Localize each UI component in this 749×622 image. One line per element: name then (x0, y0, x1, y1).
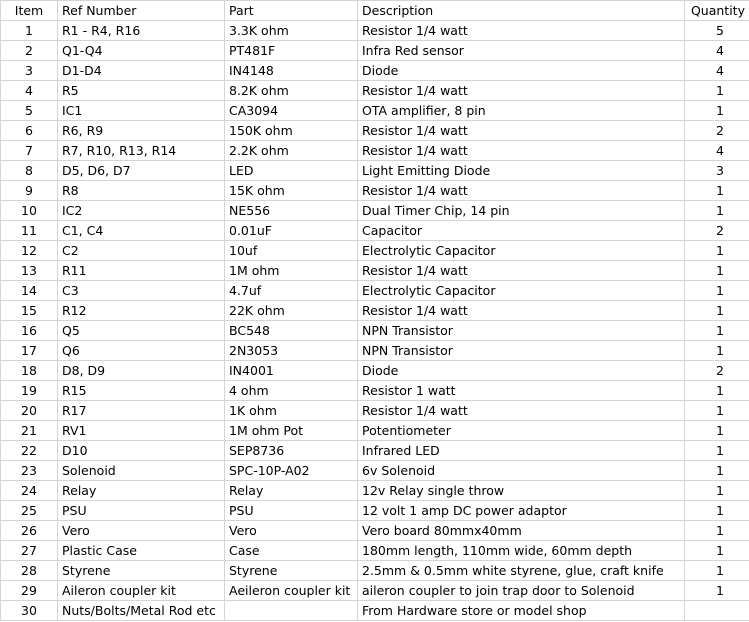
cell-item: 29 (1, 581, 58, 601)
cell-ref-number: RV1 (58, 421, 225, 441)
cell-item: 12 (1, 241, 58, 261)
cell-part: IN4148 (225, 61, 358, 81)
cell-part: 1M ohm (225, 261, 358, 281)
cell-quantity: 1 (685, 381, 749, 401)
cell-description: NPN Transistor (358, 321, 685, 341)
cell-part: Styrene (225, 561, 358, 581)
cell-quantity: 1 (685, 261, 749, 281)
cell-quantity: 1 (685, 341, 749, 361)
cell-quantity: 4 (685, 41, 749, 61)
cell-quantity: 1 (685, 581, 749, 601)
cell-quantity: 5 (685, 21, 749, 41)
header-part: Part (225, 1, 358, 21)
cell-part: Case (225, 541, 358, 561)
cell-ref-number: R17 (58, 401, 225, 421)
table-row (1, 381, 749, 401)
cell-quantity: 1 (685, 101, 749, 121)
cell-description: aileron coupler to join trap door to Solenoid (358, 581, 685, 601)
cell-ref-number: Q6 (58, 341, 225, 361)
cell-part: LED (225, 161, 358, 181)
cell-quantity: 1 (685, 501, 749, 521)
cell-item: 28 (1, 561, 58, 581)
table-row (1, 541, 749, 561)
table-row (1, 441, 749, 461)
cell-description: Electrolytic Capacitor (358, 281, 685, 301)
cell-description: Diode (358, 61, 685, 81)
cell-item: 25 (1, 501, 58, 521)
cell-item: 18 (1, 361, 58, 381)
cell-ref-number: D10 (58, 441, 225, 461)
cell-quantity: 1 (685, 401, 749, 421)
cell-item: 8 (1, 161, 58, 181)
cell-ref-number: C1, C4 (58, 221, 225, 241)
cell-description: NPN Transistor (358, 341, 685, 361)
table-row (1, 321, 749, 341)
cell-description: 12v Relay single throw (358, 481, 685, 501)
cell-ref-number: C2 (58, 241, 225, 261)
cell-description: Resistor 1/4 watt (358, 21, 685, 41)
cell-item: 26 (1, 521, 58, 541)
table-row (1, 121, 749, 141)
cell-quantity: 1 (685, 281, 749, 301)
cell-item: 17 (1, 341, 58, 361)
cell-part: Vero (225, 521, 358, 541)
cell-item: 9 (1, 181, 58, 201)
cell-ref-number: Aileron coupler kit (58, 581, 225, 601)
cell-part: 3.3K ohm (225, 21, 358, 41)
cell-description: 180mm length, 110mm wide, 60mm depth (358, 541, 685, 561)
cell-ref-number: R1 - R4, R16 (58, 21, 225, 41)
cell-quantity: 1 (685, 421, 749, 441)
cell-item: 22 (1, 441, 58, 461)
cell-ref-number: Styrene (58, 561, 225, 581)
cell-ref-number: Q5 (58, 321, 225, 341)
table-row (1, 21, 749, 41)
cell-item: 15 (1, 301, 58, 321)
cell-quantity: 1 (685, 441, 749, 461)
cell-ref-number: R5 (58, 81, 225, 101)
cell-description: Resistor 1/4 watt (358, 181, 685, 201)
cell-item: 3 (1, 61, 58, 81)
cell-item: 11 (1, 221, 58, 241)
cell-description: Resistor 1/4 watt (358, 301, 685, 321)
cell-description: Dual Timer Chip, 14 pin (358, 201, 685, 221)
cell-quantity: 1 (685, 481, 749, 501)
cell-quantity: 1 (685, 321, 749, 341)
cell-ref-number: R12 (58, 301, 225, 321)
cell-item: 6 (1, 121, 58, 141)
table-row (1, 141, 749, 161)
table-row (1, 481, 749, 501)
table-row (1, 81, 749, 101)
cell-quantity (685, 601, 749, 621)
cell-part: 4 ohm (225, 381, 358, 401)
table-row (1, 181, 749, 201)
cell-ref-number: Plastic Case (58, 541, 225, 561)
cell-item: 20 (1, 401, 58, 421)
header-description: Description (358, 1, 685, 21)
cell-quantity: 4 (685, 141, 749, 161)
cell-ref-number: R11 (58, 261, 225, 281)
table-row (1, 581, 749, 601)
cell-item: 30 (1, 601, 58, 621)
cell-description: Potentiometer (358, 421, 685, 441)
cell-description: Electrolytic Capacitor (358, 241, 685, 261)
header-row (1, 1, 749, 21)
cell-part: 2.2K ohm (225, 141, 358, 161)
header-ref-number: Ref Number (58, 1, 225, 21)
cell-description: OTA amplifier, 8 pin (358, 101, 685, 121)
cell-description: 6v Solenoid (358, 461, 685, 481)
cell-item: 5 (1, 101, 58, 121)
cell-quantity: 3 (685, 161, 749, 181)
cell-quantity: 1 (685, 461, 749, 481)
cell-ref-number: D8, D9 (58, 361, 225, 381)
cell-quantity: 2 (685, 221, 749, 241)
cell-part: 10uf (225, 241, 358, 261)
header-quantity: Quantity (685, 1, 749, 21)
table-row (1, 261, 749, 281)
cell-part: BC548 (225, 321, 358, 341)
cell-item: 21 (1, 421, 58, 441)
cell-description: 12 volt 1 amp DC power adaptor (358, 501, 685, 521)
cell-part: 1K ohm (225, 401, 358, 421)
cell-quantity: 1 (685, 241, 749, 261)
cell-part: 1M ohm Pot (225, 421, 358, 441)
cell-ref-number: R7, R10, R13, R14 (58, 141, 225, 161)
cell-ref-number: R8 (58, 181, 225, 201)
cell-description: Resistor 1/4 watt (358, 121, 685, 141)
table-row (1, 61, 749, 81)
cell-item: 23 (1, 461, 58, 481)
cell-part: SPC-10P-A02 (225, 461, 358, 481)
cell-item: 19 (1, 381, 58, 401)
cell-ref-number: Solenoid (58, 461, 225, 481)
cell-description: Resistor 1/4 watt (358, 141, 685, 161)
cell-description: From Hardware store or model shop (358, 601, 685, 621)
cell-ref-number: C3 (58, 281, 225, 301)
cell-quantity: 1 (685, 181, 749, 201)
table-row (1, 161, 749, 181)
table-row (1, 421, 749, 441)
table-row (1, 101, 749, 121)
table-row (1, 521, 749, 541)
cell-item: 14 (1, 281, 58, 301)
cell-ref-number: Vero (58, 521, 225, 541)
cell-description: Light Emitting Diode (358, 161, 685, 181)
cell-item: 24 (1, 481, 58, 501)
cell-quantity: 1 (685, 301, 749, 321)
cell-description: Capacitor (358, 221, 685, 241)
cell-description: Resistor 1/4 watt (358, 401, 685, 421)
cell-description: 2.5mm & 0.5mm white styrene, glue, craft knife (358, 561, 685, 581)
cell-item: 10 (1, 201, 58, 221)
cell-part: NE556 (225, 201, 358, 221)
cell-ref-number: R15 (58, 381, 225, 401)
table-row (1, 221, 749, 241)
cell-quantity: 1 (685, 521, 749, 541)
table-row (1, 361, 749, 381)
cell-part: 0.01uF (225, 221, 358, 241)
cell-item: 1 (1, 21, 58, 41)
cell-part: CA3094 (225, 101, 358, 121)
cell-ref-number: D5, D6, D7 (58, 161, 225, 181)
cell-part: IN4001 (225, 361, 358, 381)
cell-quantity: 2 (685, 121, 749, 141)
table-row (1, 201, 749, 221)
cell-part: Relay (225, 481, 358, 501)
cell-item: 2 (1, 41, 58, 61)
cell-part: 22K ohm (225, 301, 358, 321)
cell-quantity: 2 (685, 361, 749, 381)
cell-quantity: 1 (685, 541, 749, 561)
cell-quantity: 4 (685, 61, 749, 81)
cell-quantity: 1 (685, 201, 749, 221)
table-row (1, 401, 749, 421)
cell-quantity: 1 (685, 561, 749, 581)
table-row (1, 281, 749, 301)
cell-part (225, 601, 358, 621)
header-item: Item (1, 1, 58, 21)
cell-part: PSU (225, 501, 358, 521)
cell-part: 4.7uf (225, 281, 358, 301)
table-row (1, 601, 749, 621)
cell-description: Resistor 1/4 watt (358, 261, 685, 281)
table-row (1, 41, 749, 61)
cell-description: Infrared LED (358, 441, 685, 461)
cell-ref-number: Nuts/Bolts/Metal Rod etc (58, 601, 225, 621)
cell-ref-number: IC2 (58, 201, 225, 221)
cell-description: Diode (358, 361, 685, 381)
cell-part: SEP8736 (225, 441, 358, 461)
cell-ref-number: Q1-Q4 (58, 41, 225, 61)
cell-description: Resistor 1/4 watt (358, 81, 685, 101)
cell-ref-number: D1-D4 (58, 61, 225, 81)
cell-item: 13 (1, 261, 58, 281)
cell-description: Vero board 80mmx40mm (358, 521, 685, 541)
cell-item: 27 (1, 541, 58, 561)
table-row (1, 241, 749, 261)
cell-ref-number: R6, R9 (58, 121, 225, 141)
cell-description: Resistor 1 watt (358, 381, 685, 401)
table-row (1, 501, 749, 521)
cell-quantity: 1 (685, 81, 749, 101)
cell-item: 7 (1, 141, 58, 161)
table-row (1, 461, 749, 481)
cell-ref-number: Relay (58, 481, 225, 501)
cell-item: 4 (1, 81, 58, 101)
table-row (1, 561, 749, 581)
cell-part: Aeileron coupler kit (225, 581, 358, 601)
cell-part: 150K ohm (225, 121, 358, 141)
cell-part: 8.2K ohm (225, 81, 358, 101)
cell-ref-number: IC1 (58, 101, 225, 121)
cell-item: 16 (1, 321, 58, 341)
cell-part: 2N3053 (225, 341, 358, 361)
table-row (1, 301, 749, 321)
cell-description: Infra Red sensor (358, 41, 685, 61)
table-row (1, 341, 749, 361)
cell-part: 15K ohm (225, 181, 358, 201)
cell-part: PT481F (225, 41, 358, 61)
cell-ref-number: PSU (58, 501, 225, 521)
